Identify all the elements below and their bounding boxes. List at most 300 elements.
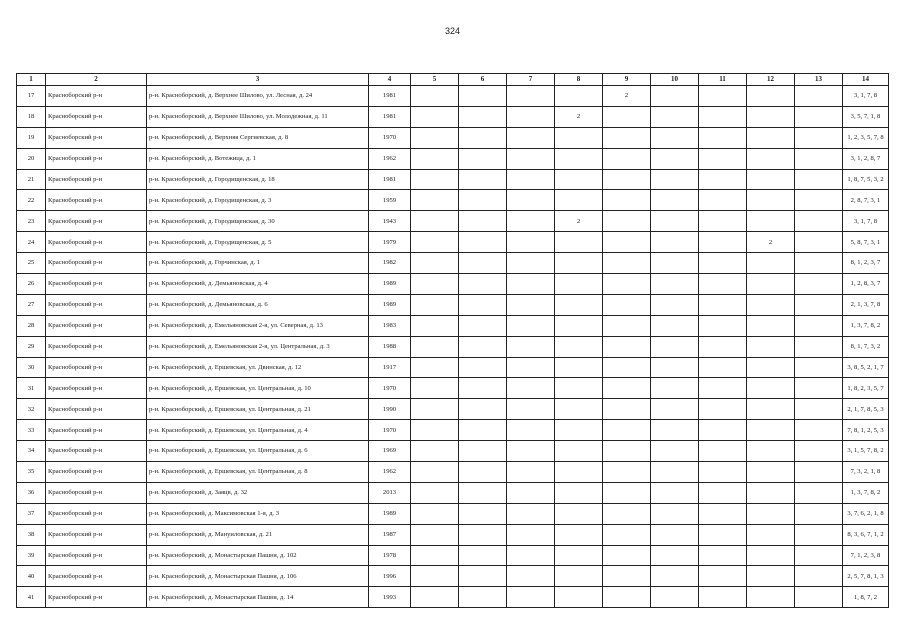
- col11-cell: [699, 169, 747, 190]
- row-number: 27: [17, 294, 46, 315]
- col7-cell: [507, 106, 555, 127]
- col5-cell: [411, 441, 459, 462]
- col5-cell: [411, 253, 459, 274]
- col6-cell: [459, 86, 507, 107]
- col7-cell: [507, 420, 555, 441]
- col12-cell: [747, 357, 795, 378]
- col11-cell: [699, 315, 747, 336]
- row-number: 20: [17, 148, 46, 169]
- col12-cell: [747, 190, 795, 211]
- col9-cell: [603, 462, 651, 483]
- col12-cell: [747, 545, 795, 566]
- year-cell: 1982: [369, 253, 411, 274]
- col8-cell: [555, 503, 603, 524]
- table-row: [17, 106, 889, 127]
- col12-cell: [747, 169, 795, 190]
- col12-cell: [747, 462, 795, 483]
- col14-cell: 1, 2, 3, 5, 7, 8: [843, 127, 889, 148]
- col14-cell: 2, 1, 7, 8, 5, 3: [843, 399, 889, 420]
- col5-cell: [411, 169, 459, 190]
- address-cell: р-н. Красноборский, д. Городищенская, д. 3: [147, 190, 369, 211]
- col6-cell: [459, 315, 507, 336]
- col11-cell: [699, 232, 747, 253]
- row-number: 24: [17, 232, 46, 253]
- col11-cell: [699, 441, 747, 462]
- address-cell: р-н. Красноборский, д. Монастырская Пашня, д. 14: [147, 587, 369, 608]
- col7-cell: [507, 190, 555, 211]
- col11-cell: [699, 587, 747, 608]
- col12-cell: [747, 253, 795, 274]
- address-cell: р-н. Красноборский, д. Городищенская, д. 5: [147, 232, 369, 253]
- district-cell: Красноборский р-н: [46, 253, 147, 274]
- col13-cell: [795, 127, 843, 148]
- col8-cell: [555, 524, 603, 545]
- col7-cell: [507, 148, 555, 169]
- table-row: [17, 420, 889, 441]
- year-cell: 1988: [369, 336, 411, 357]
- col5-cell: [411, 524, 459, 545]
- col8-cell: [555, 274, 603, 295]
- table-row: [17, 482, 889, 503]
- col6-cell: [459, 253, 507, 274]
- col12-cell: [747, 566, 795, 587]
- district-cell: Красноборский р-н: [46, 315, 147, 336]
- col7-cell: [507, 294, 555, 315]
- col5-cell: [411, 420, 459, 441]
- year-cell: 1981: [369, 169, 411, 190]
- row-number: 41: [17, 587, 46, 608]
- col5-cell: [411, 503, 459, 524]
- col13-cell: [795, 253, 843, 274]
- col10-cell: [651, 336, 699, 357]
- col14-cell: 8, 1, 7, 3, 2: [843, 336, 889, 357]
- col10-cell: [651, 190, 699, 211]
- district-cell: Красноборский р-н: [46, 441, 147, 462]
- address-cell: р-н. Красноборский, д. Ершевская, ул. Центральная, д. 8: [147, 462, 369, 483]
- col14-cell: 3, 1, 2, 8, 7: [843, 148, 889, 169]
- table-row: [17, 587, 889, 608]
- col5-cell: [411, 190, 459, 211]
- column-header-13: 13: [795, 74, 843, 86]
- address-cell: р-н. Красноборский, д. Вотежица, д. 1: [147, 148, 369, 169]
- col7-cell: [507, 587, 555, 608]
- row-number: 37: [17, 503, 46, 524]
- table-row: [17, 294, 889, 315]
- year-cell: 1990: [369, 399, 411, 420]
- col10-cell: [651, 503, 699, 524]
- col6-cell: [459, 294, 507, 315]
- row-number: 32: [17, 399, 46, 420]
- row-number: 25: [17, 253, 46, 274]
- col9-cell: [603, 399, 651, 420]
- district-cell: Красноборский р-н: [46, 378, 147, 399]
- year-cell: 1989: [369, 503, 411, 524]
- district-cell: Красноборский р-н: [46, 503, 147, 524]
- year-cell: 1981: [369, 86, 411, 107]
- col7-cell: [507, 211, 555, 232]
- address-cell: р-н. Красноборский, д. Максимовская 1-я, д. 3: [147, 503, 369, 524]
- col13-cell: [795, 190, 843, 211]
- year-cell: 1979: [369, 232, 411, 253]
- col13-cell: [795, 315, 843, 336]
- col8-cell: [555, 86, 603, 107]
- row-number: 19: [17, 127, 46, 148]
- table-row: [17, 211, 889, 232]
- col13-cell: [795, 232, 843, 253]
- col7-cell: [507, 127, 555, 148]
- col14-cell: 7, 3, 2, 1, 8: [843, 462, 889, 483]
- col7-cell: [507, 482, 555, 503]
- col12-cell: [747, 524, 795, 545]
- col6-cell: [459, 148, 507, 169]
- col12-cell: [747, 336, 795, 357]
- col6-cell: [459, 587, 507, 608]
- col9-cell: [603, 274, 651, 295]
- row-number: 23: [17, 211, 46, 232]
- row-number: 39: [17, 545, 46, 566]
- address-cell: р-н. Красноборский, д. Демьяновская, д. 6: [147, 294, 369, 315]
- col13-cell: [795, 148, 843, 169]
- address-cell: р-н. Красноборский, д. Ершевская, ул. Центральная, д. 10: [147, 378, 369, 399]
- col12-cell: [747, 211, 795, 232]
- column-header-2: 2: [46, 74, 147, 86]
- row-number: 34: [17, 441, 46, 462]
- col6-cell: [459, 127, 507, 148]
- district-cell: Красноборский р-н: [46, 274, 147, 295]
- district-cell: Красноборский р-н: [46, 399, 147, 420]
- col14-cell: 8, 1, 2, 3, 7: [843, 253, 889, 274]
- year-cell: 1989: [369, 294, 411, 315]
- col7-cell: [507, 462, 555, 483]
- col11-cell: [699, 462, 747, 483]
- col12-cell: [747, 420, 795, 441]
- col11-cell: [699, 190, 747, 211]
- col8-cell: [555, 399, 603, 420]
- address-cell: р-н. Красноборский, д. Заяцв, д. 32: [147, 482, 369, 503]
- col14-cell: 3, 1, 7, 8: [843, 86, 889, 107]
- table-row: [17, 127, 889, 148]
- col7-cell: [507, 357, 555, 378]
- year-cell: 1981: [369, 106, 411, 127]
- row-number: 30: [17, 357, 46, 378]
- address-cell: р-н. Красноборский, д. Ершевская, ул. Центральная, д. 6: [147, 441, 369, 462]
- col8-cell: [555, 462, 603, 483]
- col9-cell: [603, 315, 651, 336]
- col13-cell: [795, 336, 843, 357]
- col6-cell: [459, 524, 507, 545]
- col13-cell: [795, 441, 843, 462]
- col13-cell: [795, 587, 843, 608]
- col5-cell: [411, 587, 459, 608]
- district-cell: Красноборский р-н: [46, 127, 147, 148]
- year-cell: 1969: [369, 441, 411, 462]
- col14-cell: 1, 8, 2, 3, 5, 7: [843, 378, 889, 399]
- address-cell: р-н. Красноборский, д. Ершевская, ул. Двинская, д. 12: [147, 357, 369, 378]
- col12-cell: [747, 294, 795, 315]
- address-cell: р-н. Красноборский, д. Ершевская, ул. Центральная, д. 21: [147, 399, 369, 420]
- col7-cell: [507, 566, 555, 587]
- col10-cell: [651, 420, 699, 441]
- col9-cell: [603, 524, 651, 545]
- col7-cell: [507, 524, 555, 545]
- col10-cell: [651, 545, 699, 566]
- district-cell: Красноборский р-н: [46, 587, 147, 608]
- col7-cell: [507, 86, 555, 107]
- col9-cell: [603, 169, 651, 190]
- col8-cell: [555, 190, 603, 211]
- col10-cell: [651, 274, 699, 295]
- col9-cell: [603, 503, 651, 524]
- col9-cell: [603, 566, 651, 587]
- district-cell: Красноборский р-н: [46, 211, 147, 232]
- col5-cell: [411, 148, 459, 169]
- address-cell: р-н. Красноборский, д. Ершевская, ул. Центральная, д. 4: [147, 420, 369, 441]
- col13-cell: [795, 524, 843, 545]
- col8-cell: [555, 587, 603, 608]
- year-cell: 1970: [369, 420, 411, 441]
- district-cell: Красноборский р-н: [46, 482, 147, 503]
- row-number: 36: [17, 482, 46, 503]
- col12-cell: [747, 378, 795, 399]
- col6-cell: [459, 274, 507, 295]
- row-number: 21: [17, 169, 46, 190]
- col14-cell: 1, 2, 8, 3, 7: [843, 274, 889, 295]
- column-header-14: 14: [843, 74, 889, 86]
- year-cell: 1970: [369, 127, 411, 148]
- col8-cell: [555, 545, 603, 566]
- col10-cell: [651, 357, 699, 378]
- col7-cell: [507, 336, 555, 357]
- col14-cell: 7, 1, 2, 3, 8: [843, 545, 889, 566]
- col7-cell: [507, 169, 555, 190]
- col5-cell: [411, 274, 459, 295]
- year-cell: 1989: [369, 274, 411, 295]
- col6-cell: [459, 462, 507, 483]
- col5-cell: [411, 399, 459, 420]
- col12-cell: [747, 503, 795, 524]
- col5-cell: [411, 232, 459, 253]
- table-row: [17, 545, 889, 566]
- col12-cell: [747, 86, 795, 107]
- col11-cell: [699, 86, 747, 107]
- district-cell: Красноборский р-н: [46, 462, 147, 483]
- col11-cell: [699, 274, 747, 295]
- col11-cell: [699, 148, 747, 169]
- table-row: [17, 315, 889, 336]
- col11-cell: [699, 106, 747, 127]
- table-row: [17, 86, 889, 107]
- address-cell: р-н. Красноборский, д. Верхняя Сергиевская, д. 8: [147, 127, 369, 148]
- col10-cell: [651, 482, 699, 503]
- district-cell: Красноборский р-н: [46, 336, 147, 357]
- year-cell: 1959: [369, 190, 411, 211]
- address-cell: р-н. Красноборский, д. Городищенская, д. 30: [147, 211, 369, 232]
- col8-cell: [555, 482, 603, 503]
- col11-cell: [699, 524, 747, 545]
- col6-cell: [459, 399, 507, 420]
- table-row: [17, 462, 889, 483]
- col12-cell: [747, 399, 795, 420]
- column-header-6: 6: [459, 74, 507, 86]
- year-cell: 1978: [369, 545, 411, 566]
- col13-cell: [795, 482, 843, 503]
- col10-cell: [651, 378, 699, 399]
- col13-cell: [795, 378, 843, 399]
- col11-cell: [699, 482, 747, 503]
- table-row: [17, 148, 889, 169]
- col13-cell: [795, 545, 843, 566]
- district-cell: Красноборский р-н: [46, 86, 147, 107]
- district-cell: Красноборский р-н: [46, 190, 147, 211]
- col11-cell: [699, 127, 747, 148]
- column-header-4: 4: [369, 74, 411, 86]
- year-cell: 1917: [369, 357, 411, 378]
- col10-cell: [651, 441, 699, 462]
- col12-cell: [747, 587, 795, 608]
- year-cell: 1962: [369, 148, 411, 169]
- district-cell: Красноборский р-н: [46, 294, 147, 315]
- col14-cell: 8, 3, 6, 7, 1, 2: [843, 524, 889, 545]
- col8-cell: 2: [555, 211, 603, 232]
- col14-cell: 3, 1, 7, 8: [843, 211, 889, 232]
- address-cell: р-н. Красноборский, д. Верхнее Шилово, ул. Лесная, д. 24: [147, 86, 369, 107]
- col9-cell: [603, 420, 651, 441]
- col5-cell: [411, 315, 459, 336]
- col10-cell: [651, 169, 699, 190]
- col6-cell: [459, 336, 507, 357]
- address-cell: р-н. Красноборский, д. Горчинская, д. 1: [147, 253, 369, 274]
- col5-cell: [411, 462, 459, 483]
- col5-cell: [411, 336, 459, 357]
- col12-cell: [747, 315, 795, 336]
- column-header-8: 8: [555, 74, 603, 86]
- col8-cell: [555, 441, 603, 462]
- row-number: 26: [17, 274, 46, 295]
- table-row: [17, 357, 889, 378]
- col14-cell: 3, 1, 5, 7, 8, 2: [843, 441, 889, 462]
- col8-cell: [555, 253, 603, 274]
- col5-cell: [411, 357, 459, 378]
- col5-cell: [411, 566, 459, 587]
- col9-cell: [603, 211, 651, 232]
- col9-cell: 2: [603, 86, 651, 107]
- col5-cell: [411, 378, 459, 399]
- col13-cell: [795, 462, 843, 483]
- address-cell: р-н. Красноборский, д. Городищенская, д. 18: [147, 169, 369, 190]
- col11-cell: [699, 399, 747, 420]
- col7-cell: [507, 274, 555, 295]
- col6-cell: [459, 420, 507, 441]
- col10-cell: [651, 462, 699, 483]
- column-header-7: 7: [507, 74, 555, 86]
- col14-cell: 1, 3, 7, 8, 2: [843, 482, 889, 503]
- col11-cell: [699, 566, 747, 587]
- col8-cell: [555, 378, 603, 399]
- table-row: [17, 232, 889, 253]
- col5-cell: [411, 482, 459, 503]
- col6-cell: [459, 232, 507, 253]
- col14-cell: 2, 1, 3, 7, 8: [843, 294, 889, 315]
- col9-cell: [603, 294, 651, 315]
- col14-cell: 1, 8, 7, 2: [843, 587, 889, 608]
- col11-cell: [699, 211, 747, 232]
- col11-cell: [699, 357, 747, 378]
- address-cell: р-н. Красноборский, д. Монастырская Пашня, д. 106: [147, 566, 369, 587]
- year-cell: 1962: [369, 462, 411, 483]
- table-row: [17, 566, 889, 587]
- col10-cell: [651, 587, 699, 608]
- col13-cell: [795, 106, 843, 127]
- col12-cell: [747, 441, 795, 462]
- col10-cell: [651, 399, 699, 420]
- col5-cell: [411, 86, 459, 107]
- column-header-11: 11: [699, 74, 747, 86]
- col11-cell: [699, 336, 747, 357]
- col7-cell: [507, 545, 555, 566]
- col6-cell: [459, 378, 507, 399]
- row-number: 17: [17, 86, 46, 107]
- row-number: 35: [17, 462, 46, 483]
- address-cell: р-н. Красноборский, д. Емельяновская 2-я, ул. Центральная, д. 3: [147, 336, 369, 357]
- district-cell: Красноборский р-н: [46, 524, 147, 545]
- row-number: 29: [17, 336, 46, 357]
- table-row: [17, 524, 889, 545]
- col7-cell: [507, 232, 555, 253]
- col8-cell: [555, 148, 603, 169]
- year-cell: 1983: [369, 315, 411, 336]
- col14-cell: 2, 8, 7, 3, 1: [843, 190, 889, 211]
- col14-cell: 1, 3, 7, 8, 2: [843, 315, 889, 336]
- row-number: 33: [17, 420, 46, 441]
- col9-cell: [603, 587, 651, 608]
- col13-cell: [795, 86, 843, 107]
- table-row: [17, 336, 889, 357]
- table-row: [17, 253, 889, 274]
- district-cell: Красноборский р-н: [46, 106, 147, 127]
- col9-cell: [603, 441, 651, 462]
- district-cell: Красноборский р-н: [46, 357, 147, 378]
- col14-cell: 3, 7, 6, 2, 1, 8: [843, 503, 889, 524]
- col8-cell: [555, 232, 603, 253]
- col7-cell: [507, 315, 555, 336]
- col12-cell: [747, 148, 795, 169]
- col8-cell: [555, 127, 603, 148]
- column-header-9: 9: [603, 74, 651, 86]
- col6-cell: [459, 106, 507, 127]
- column-header-5: 5: [411, 74, 459, 86]
- column-header-1: 1: [17, 74, 46, 86]
- col13-cell: [795, 566, 843, 587]
- table-row: [17, 503, 889, 524]
- col5-cell: [411, 106, 459, 127]
- col8-cell: [555, 315, 603, 336]
- col14-cell: 2, 5, 7, 8, 1, 3: [843, 566, 889, 587]
- col11-cell: [699, 378, 747, 399]
- table-row: [17, 378, 889, 399]
- col12-cell: 2: [747, 232, 795, 253]
- col10-cell: [651, 211, 699, 232]
- col13-cell: [795, 357, 843, 378]
- district-cell: Красноборский р-н: [46, 420, 147, 441]
- year-cell: 1987: [369, 524, 411, 545]
- row-number: 38: [17, 524, 46, 545]
- district-cell: Красноборский р-н: [46, 148, 147, 169]
- col9-cell: [603, 190, 651, 211]
- col5-cell: [411, 545, 459, 566]
- col8-cell: [555, 336, 603, 357]
- col9-cell: [603, 232, 651, 253]
- col9-cell: [603, 482, 651, 503]
